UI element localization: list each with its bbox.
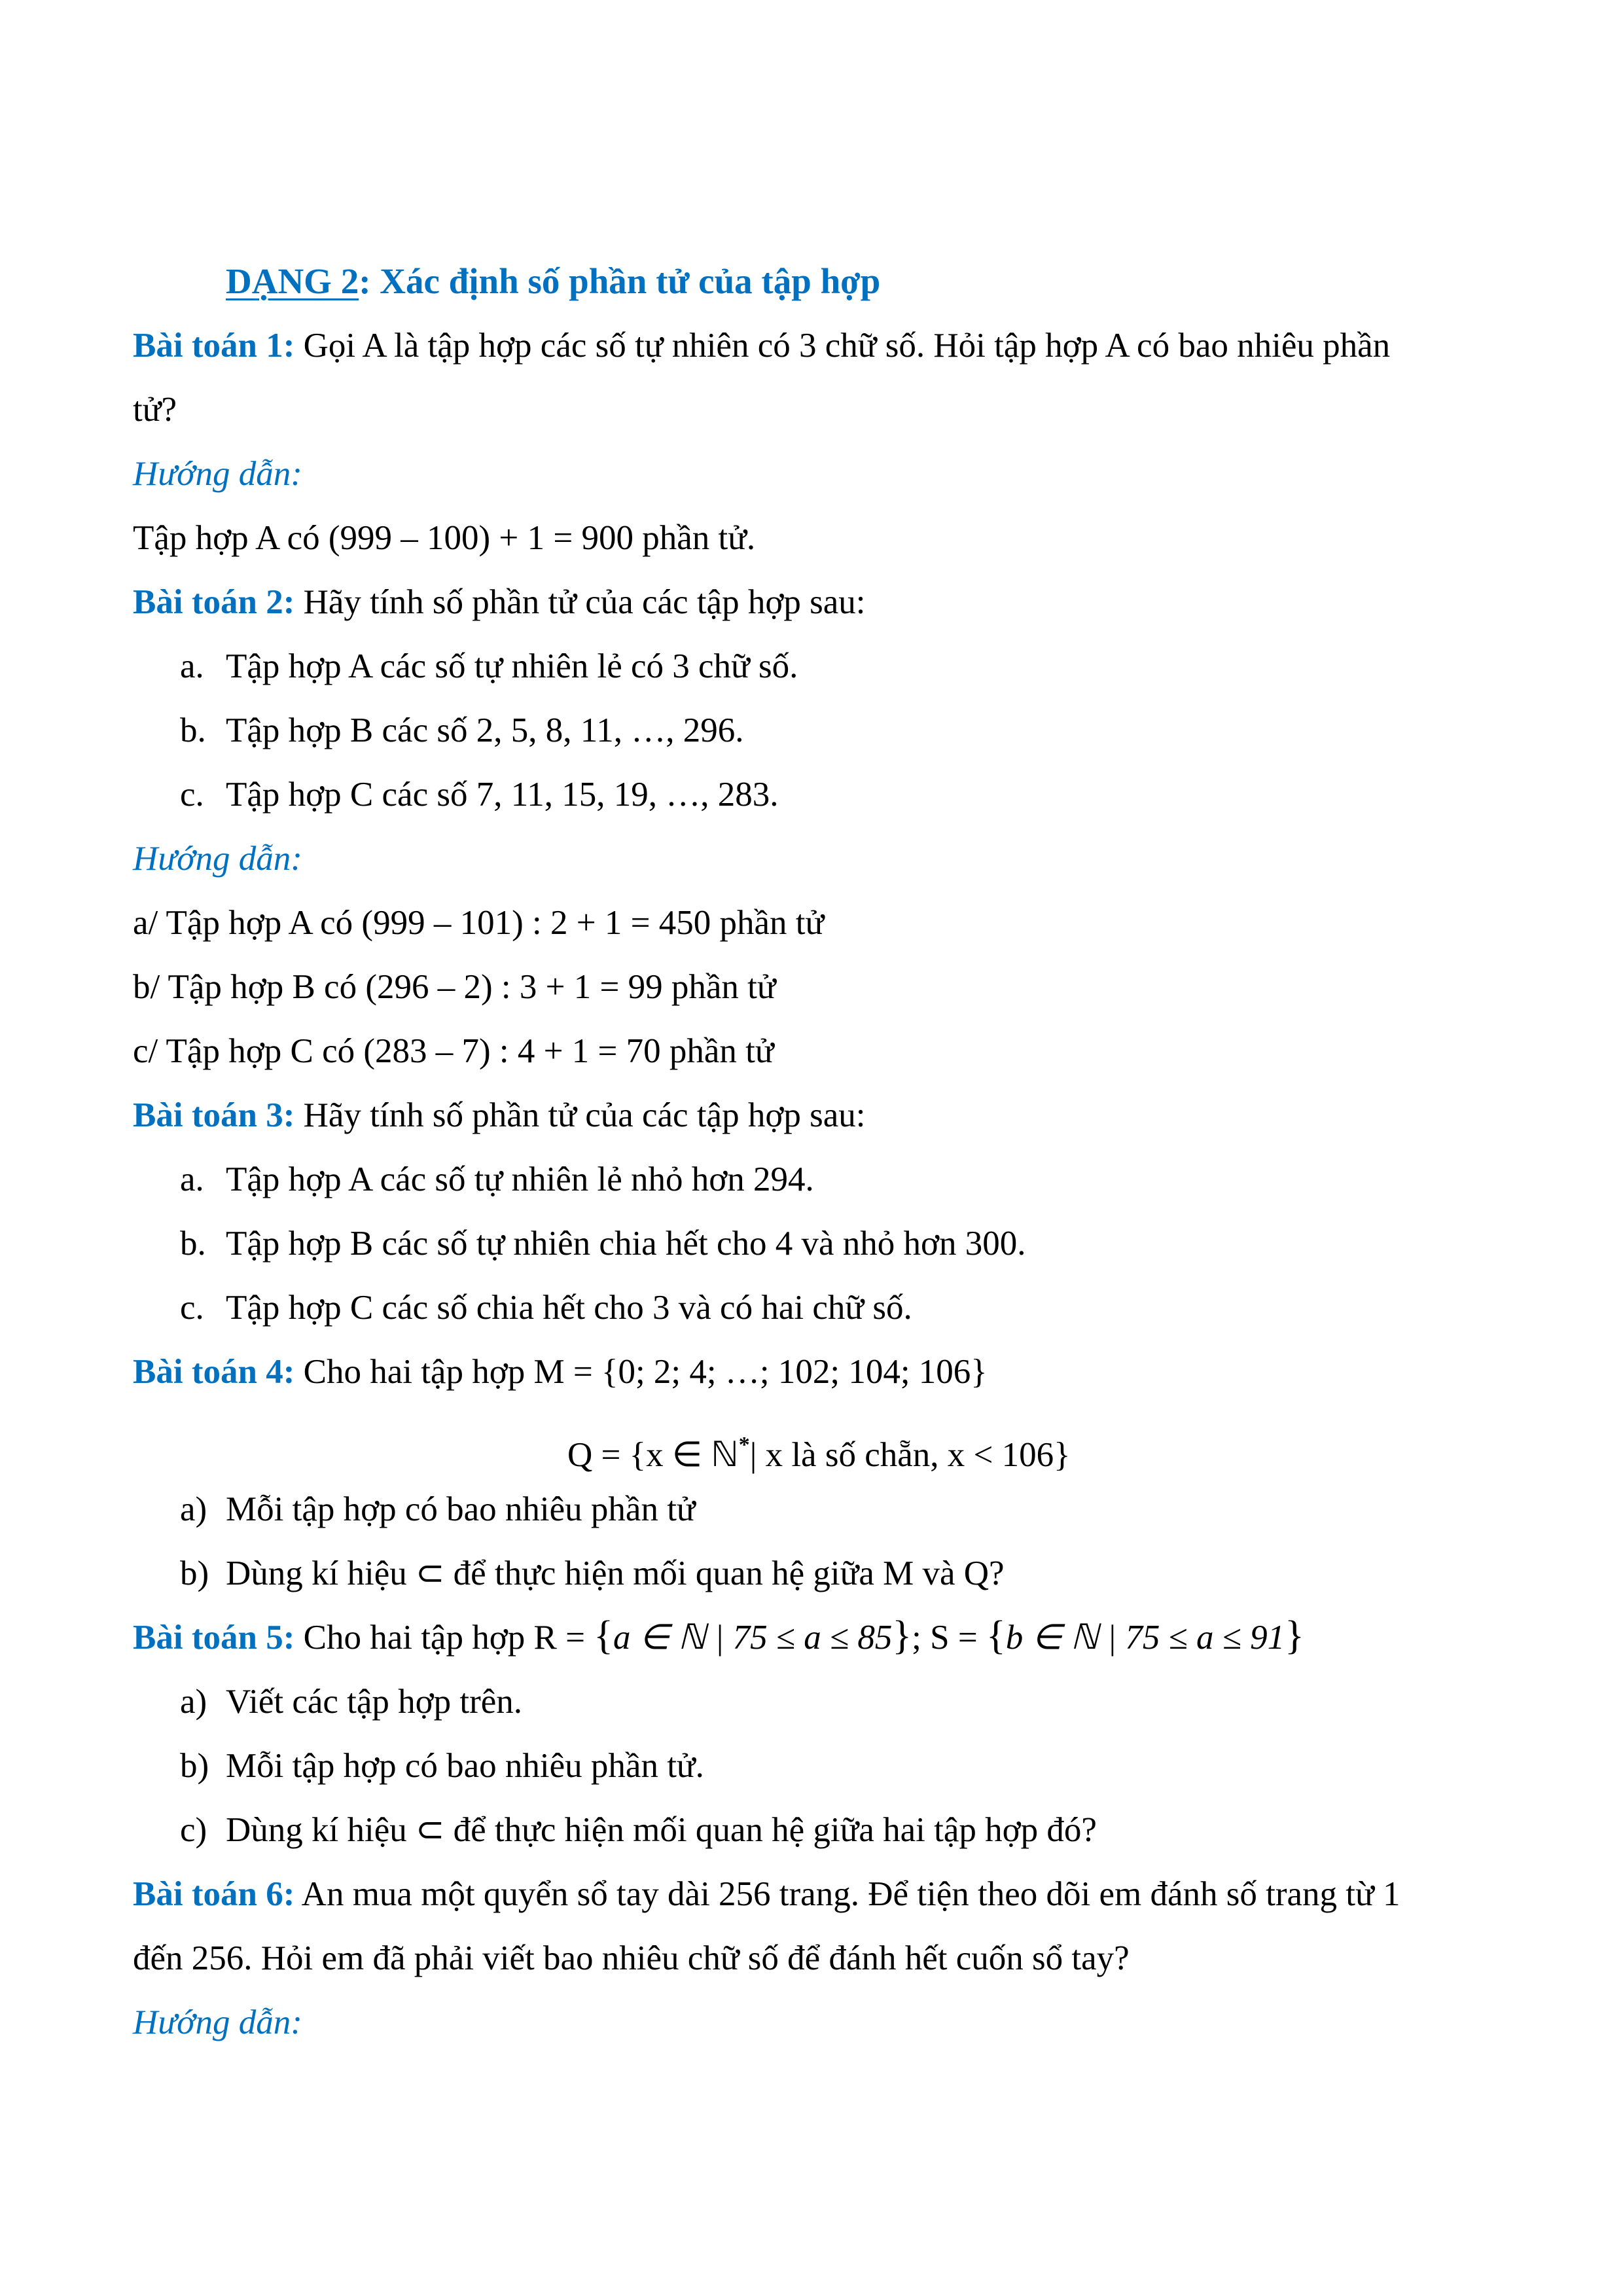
list-item-text: Tập hợp C các số 7, 11, 15, 19, …, 283. (226, 776, 779, 814)
problem-2-text: Hãy tính số phần tử của các tập hợp sau: (294, 583, 866, 621)
problem-2-solution-a: a/ Tập hợp A có (999 – 101) : 2 + 1 = 450 phần tử (133, 904, 825, 942)
problem-5-item-b (180, 1744, 704, 1787)
list-item-text: Tập hợp B các số tự nhiên chia hết cho 4 và nhỏ hơn 300. (226, 1225, 1026, 1263)
problem-5-statement (133, 1613, 1304, 1659)
set-q-end: | x là số chẵn, x < 106} (749, 1436, 1071, 1474)
problem-1-solution: Tập hợp A có (999 – 100) + 1 = 900 phần tử. (133, 519, 756, 557)
problem-1-statement (133, 324, 1390, 367)
list-marker: b) (180, 1554, 209, 1592)
problem-3-label: Bài toán 3: (133, 1096, 295, 1134)
list-marker: a) (180, 1490, 207, 1528)
set-separator: ; S = (912, 1619, 986, 1657)
problem-2-item-c (180, 773, 779, 816)
problem-3-item-b (180, 1222, 1026, 1265)
list-marker: a. (180, 1160, 204, 1198)
problem-3-text: Hãy tính số phần tử của các tập hợp sau: (294, 1096, 866, 1134)
problem-6-text-line2: đến 256. Hỏi em đã phải viết bao nhiêu chữ số để đánh hết cuốn sổ tay? (133, 1939, 1130, 1977)
close-brace: } (1285, 1613, 1304, 1658)
list-item-text: Dùng kí hiệu ⊂ để thực hiện mối quan hệ giữa M và Q? (226, 1554, 1005, 1592)
section-title (226, 260, 880, 303)
list-item-text: Dùng kí hiệu ⊂ để thực hiện mối quan hệ giữa hai tập hợp đó? (226, 1811, 1097, 1849)
problem-5-label: Bài toán 5: (133, 1619, 295, 1657)
list-item-text: Tập hợp C các số chia hết cho 3 và có hai chữ số. (226, 1289, 912, 1327)
problem-5-item-c (180, 1808, 1097, 1852)
close-brace: } (892, 1613, 912, 1658)
list-item-text: Mỗi tập hợp có bao nhiêu phần tử (226, 1490, 696, 1528)
problem-4-text: Cho hai tập hợp M = {0; 2; 4; …; 102; 104; 106} (294, 1353, 988, 1391)
section-title-prefix: DẠNG 2 (226, 261, 359, 301)
list-marker: a. (180, 647, 204, 685)
set-s-condition: b ∈ ℕ | 75 ≤ a ≤ 91 (1005, 1619, 1285, 1657)
problem-2-statement (133, 581, 865, 624)
list-item-text: Viết các tập hợp trên. (226, 1683, 523, 1721)
list-marker: a) (180, 1683, 207, 1721)
problem-2-item-a (180, 645, 798, 688)
list-marker: b. (180, 1225, 206, 1263)
problem-5-r-prefix: Cho hai tập hợp R = (294, 1619, 594, 1657)
problem-4-set-q (567, 1424, 1071, 1477)
problem-1-guide-label: Hướng dẫn: (133, 455, 302, 493)
open-brace: { (986, 1613, 1006, 1658)
list-marker: c. (180, 1289, 204, 1327)
list-item-text: Tập hợp A các số tự nhiên lẻ nhỏ hơn 294. (226, 1160, 814, 1198)
problem-6-guide-label: Hướng dẫn: (133, 2003, 302, 2041)
problem-4-statement (133, 1350, 988, 1393)
problem-4-label: Bài toán 4: (133, 1353, 295, 1391)
list-item-text: Mỗi tập hợp có bao nhiêu phần tử. (226, 1747, 704, 1785)
problem-2-item-b (180, 709, 744, 752)
list-item-text: Tập hợp B các số 2, 5, 8, 11, …, 296. (226, 711, 744, 749)
set-r-condition: a ∈ ℕ | 75 ≤ a ≤ 85 (613, 1619, 893, 1657)
problem-2-guide-label: Hướng dẫn: (133, 840, 302, 878)
problem-1-text-line2: tử? (133, 391, 177, 429)
problem-6-text-line1: An mua một quyển sổ tay dài 256 trang. Để tiện theo dõi em đánh số trang từ 1 (294, 1875, 1400, 1913)
list-marker: b) (180, 1747, 209, 1785)
problem-3-item-c (180, 1286, 912, 1329)
problem-3-statement (133, 1094, 865, 1137)
list-marker: b. (180, 711, 206, 749)
problem-1-label: Bài toán 1: (133, 327, 295, 365)
list-item-text: Tập hợp A các số tự nhiên lẻ có 3 chữ số. (226, 647, 798, 685)
problem-2-label: Bài toán 2: (133, 583, 295, 621)
problem-1-text-line1: Gọi A là tập hợp các số tự nhiên có 3 chữ số. Hỏi tập hợp A có bao nhiêu phần (294, 327, 1391, 365)
problem-3-item-a (180, 1158, 814, 1201)
set-q-start: Q = {x ∈ ℕ (567, 1436, 739, 1474)
star-superscript: * (738, 1433, 750, 1457)
problem-2-solution-b: b/ Tập hợp B có (296 – 2) : 3 + 1 = 99 phần tử (133, 968, 776, 1006)
problem-4-item-b (180, 1552, 1005, 1595)
section-title-text: : Xác định số phần tử của tập hợp (359, 261, 881, 301)
problem-6-label: Bài toán 6: (133, 1875, 295, 1913)
open-brace: { (594, 1613, 613, 1658)
problem-4-item-a (180, 1488, 696, 1531)
list-marker: c) (180, 1811, 207, 1849)
problem-6-statement (133, 1873, 1400, 1916)
problem-2-solution-c: c/ Tập hợp C có (283 – 7) : 4 + 1 = 70 phần tử (133, 1032, 774, 1070)
list-marker: c. (180, 776, 204, 814)
problem-5-item-a (180, 1680, 522, 1723)
